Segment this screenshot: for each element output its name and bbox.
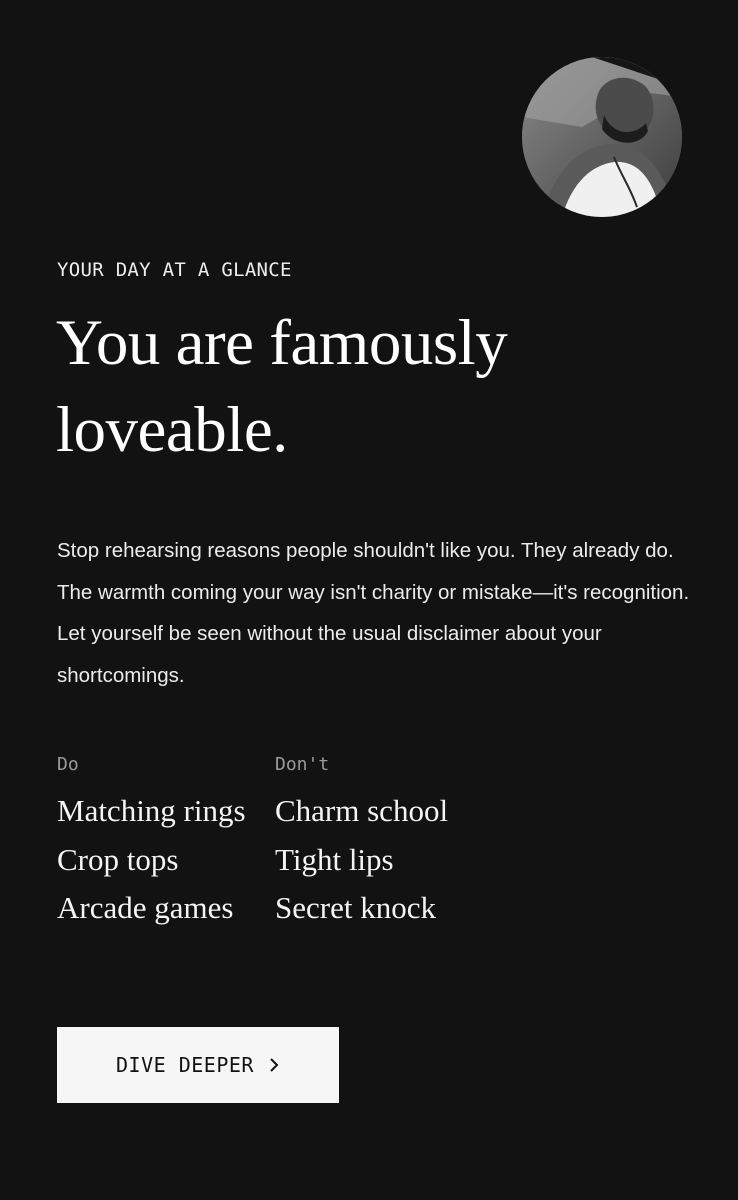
section-eyebrow: YOUR DAY AT A GLANCE bbox=[57, 259, 292, 281]
page-title: You are famously loveable. bbox=[56, 307, 508, 466]
dont-heading: Don't bbox=[275, 754, 330, 775]
chevron-right-icon bbox=[268, 1057, 280, 1073]
dive-deeper-button[interactable] bbox=[57, 1027, 339, 1103]
dont-list bbox=[275, 752, 448, 933]
do-list-item: Arcade games bbox=[57, 890, 234, 925]
dont-list-item: Tight lips bbox=[275, 841, 394, 877]
do-list-item: Crop tops bbox=[57, 841, 179, 877]
do-list bbox=[57, 752, 246, 933]
dont-list-item: Charm school bbox=[275, 793, 449, 828]
do-heading: Do bbox=[57, 754, 79, 775]
avatar[interactable] bbox=[522, 57, 682, 217]
user-photo-icon bbox=[522, 57, 682, 217]
horoscope-body: Stop rehearsing reasons people shouldn't like you. They already do. The warmth coming your way isn't charity or mistake—it's recognition. Let yourself be seen without the usual disclaimer about your shortcomings. bbox=[57, 539, 690, 687]
dont-list-item: Secret knock bbox=[275, 890, 436, 925]
dive-deeper-label: DIVE DEEPER bbox=[116, 1053, 254, 1077]
do-list-item: Matching rings bbox=[57, 793, 246, 828]
